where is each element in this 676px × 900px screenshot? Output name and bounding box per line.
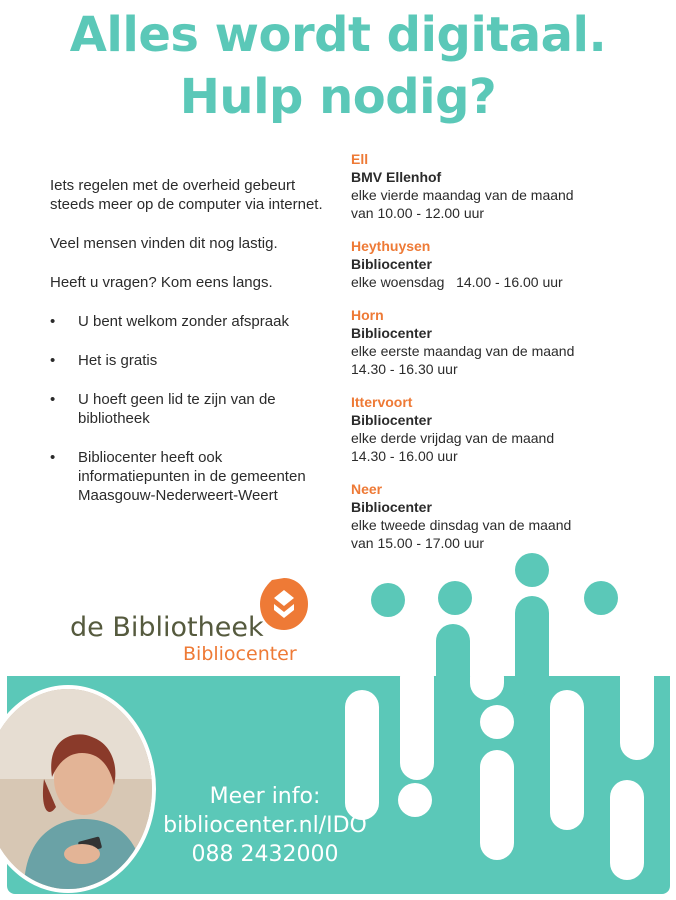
location-schedule: elke derde vrijdag van de maand bbox=[351, 430, 555, 446]
location-venue: Bibliocenter bbox=[351, 499, 432, 515]
dot-shape bbox=[398, 783, 432, 817]
intro-paragraph-2: Veel mensen vinden dit nog lastig. bbox=[50, 235, 278, 252]
pill-shape bbox=[515, 596, 549, 696]
bullet-icon: • bbox=[50, 449, 56, 466]
contact-label: Meer info: bbox=[209, 784, 321, 809]
pill-shape bbox=[550, 690, 584, 830]
logo-name: de Bibliotheek bbox=[70, 612, 264, 643]
location-city: Ittervoort bbox=[351, 394, 413, 410]
intro-paragraph-3: Heeft u vragen? Kom eens langs. bbox=[50, 274, 273, 291]
headline-line-2: Hulp nodig? bbox=[179, 69, 497, 125]
pill-shape bbox=[480, 750, 514, 860]
location-city: Ell bbox=[351, 151, 369, 167]
pill-shape bbox=[400, 660, 434, 780]
list-item-text: U bent welkom zonder afspraak bbox=[78, 313, 289, 330]
pill-shape bbox=[620, 640, 654, 760]
headline-line-1: Alles wordt digitaal. bbox=[69, 7, 607, 63]
contact-phone[interactable]: 088 2432000 bbox=[191, 842, 339, 867]
location-schedule: elke eerste maandag van de maand bbox=[351, 343, 575, 359]
location-schedule: elke woensdag 14.00 - 16.00 uur bbox=[351, 274, 563, 290]
list-item-text: Het is gratis bbox=[78, 352, 158, 369]
location-schedule: elke tweede dinsdag van de maand bbox=[351, 517, 572, 533]
contact-url[interactable]: bibliocenter.nl/IDO bbox=[163, 813, 367, 838]
list-item-text: Bibliocenter heeft ook informatiepunten in de gemeenten Maasgouw-Nederweert-Weert bbox=[78, 449, 306, 504]
intro-paragraph-1: Iets regelen met de overheid gebeurt steeds meer op de computer via internet. bbox=[50, 177, 323, 213]
bullet-icon: • bbox=[50, 313, 56, 330]
location-time: 14.30 - 16.30 uur bbox=[351, 361, 458, 377]
logo-subtitle: Bibliocenter bbox=[183, 643, 297, 665]
location-schedule: elke vierde maandag van de maand bbox=[351, 187, 574, 203]
pill-shape bbox=[470, 660, 504, 700]
pill-shape bbox=[610, 780, 644, 880]
bibliotheek-logo-icon bbox=[258, 576, 310, 632]
bullet-icon: • bbox=[50, 352, 56, 369]
dot-shape bbox=[515, 553, 549, 587]
location-time: van 10.00 - 12.00 uur bbox=[351, 205, 485, 221]
location-city: Neer bbox=[351, 481, 383, 497]
list-item-text: U hoeft geen lid te zijn van de bibliotheek bbox=[78, 391, 276, 427]
pill-shape bbox=[436, 624, 470, 694]
dot-shape bbox=[584, 581, 618, 615]
location-venue: Bibliocenter bbox=[351, 412, 432, 428]
dot-shape bbox=[438, 581, 472, 615]
location-venue: Bibliocenter bbox=[351, 256, 432, 272]
contact-info bbox=[150, 782, 380, 869]
location-city: Heythuysen bbox=[351, 238, 431, 254]
dot-shape bbox=[480, 705, 514, 739]
location-city: Horn bbox=[351, 307, 384, 323]
bullet-icon: • bbox=[50, 391, 56, 408]
photo-illustration bbox=[0, 689, 152, 889]
dot-shape bbox=[371, 583, 405, 617]
location-venue: BMV Ellenhof bbox=[351, 169, 442, 185]
white-pills bbox=[345, 640, 654, 880]
location-venue: Bibliocenter bbox=[351, 325, 432, 341]
location-time: 14.30 - 16.00 uur bbox=[351, 448, 458, 464]
location-time: van 15.00 - 17.00 uur bbox=[351, 535, 485, 551]
